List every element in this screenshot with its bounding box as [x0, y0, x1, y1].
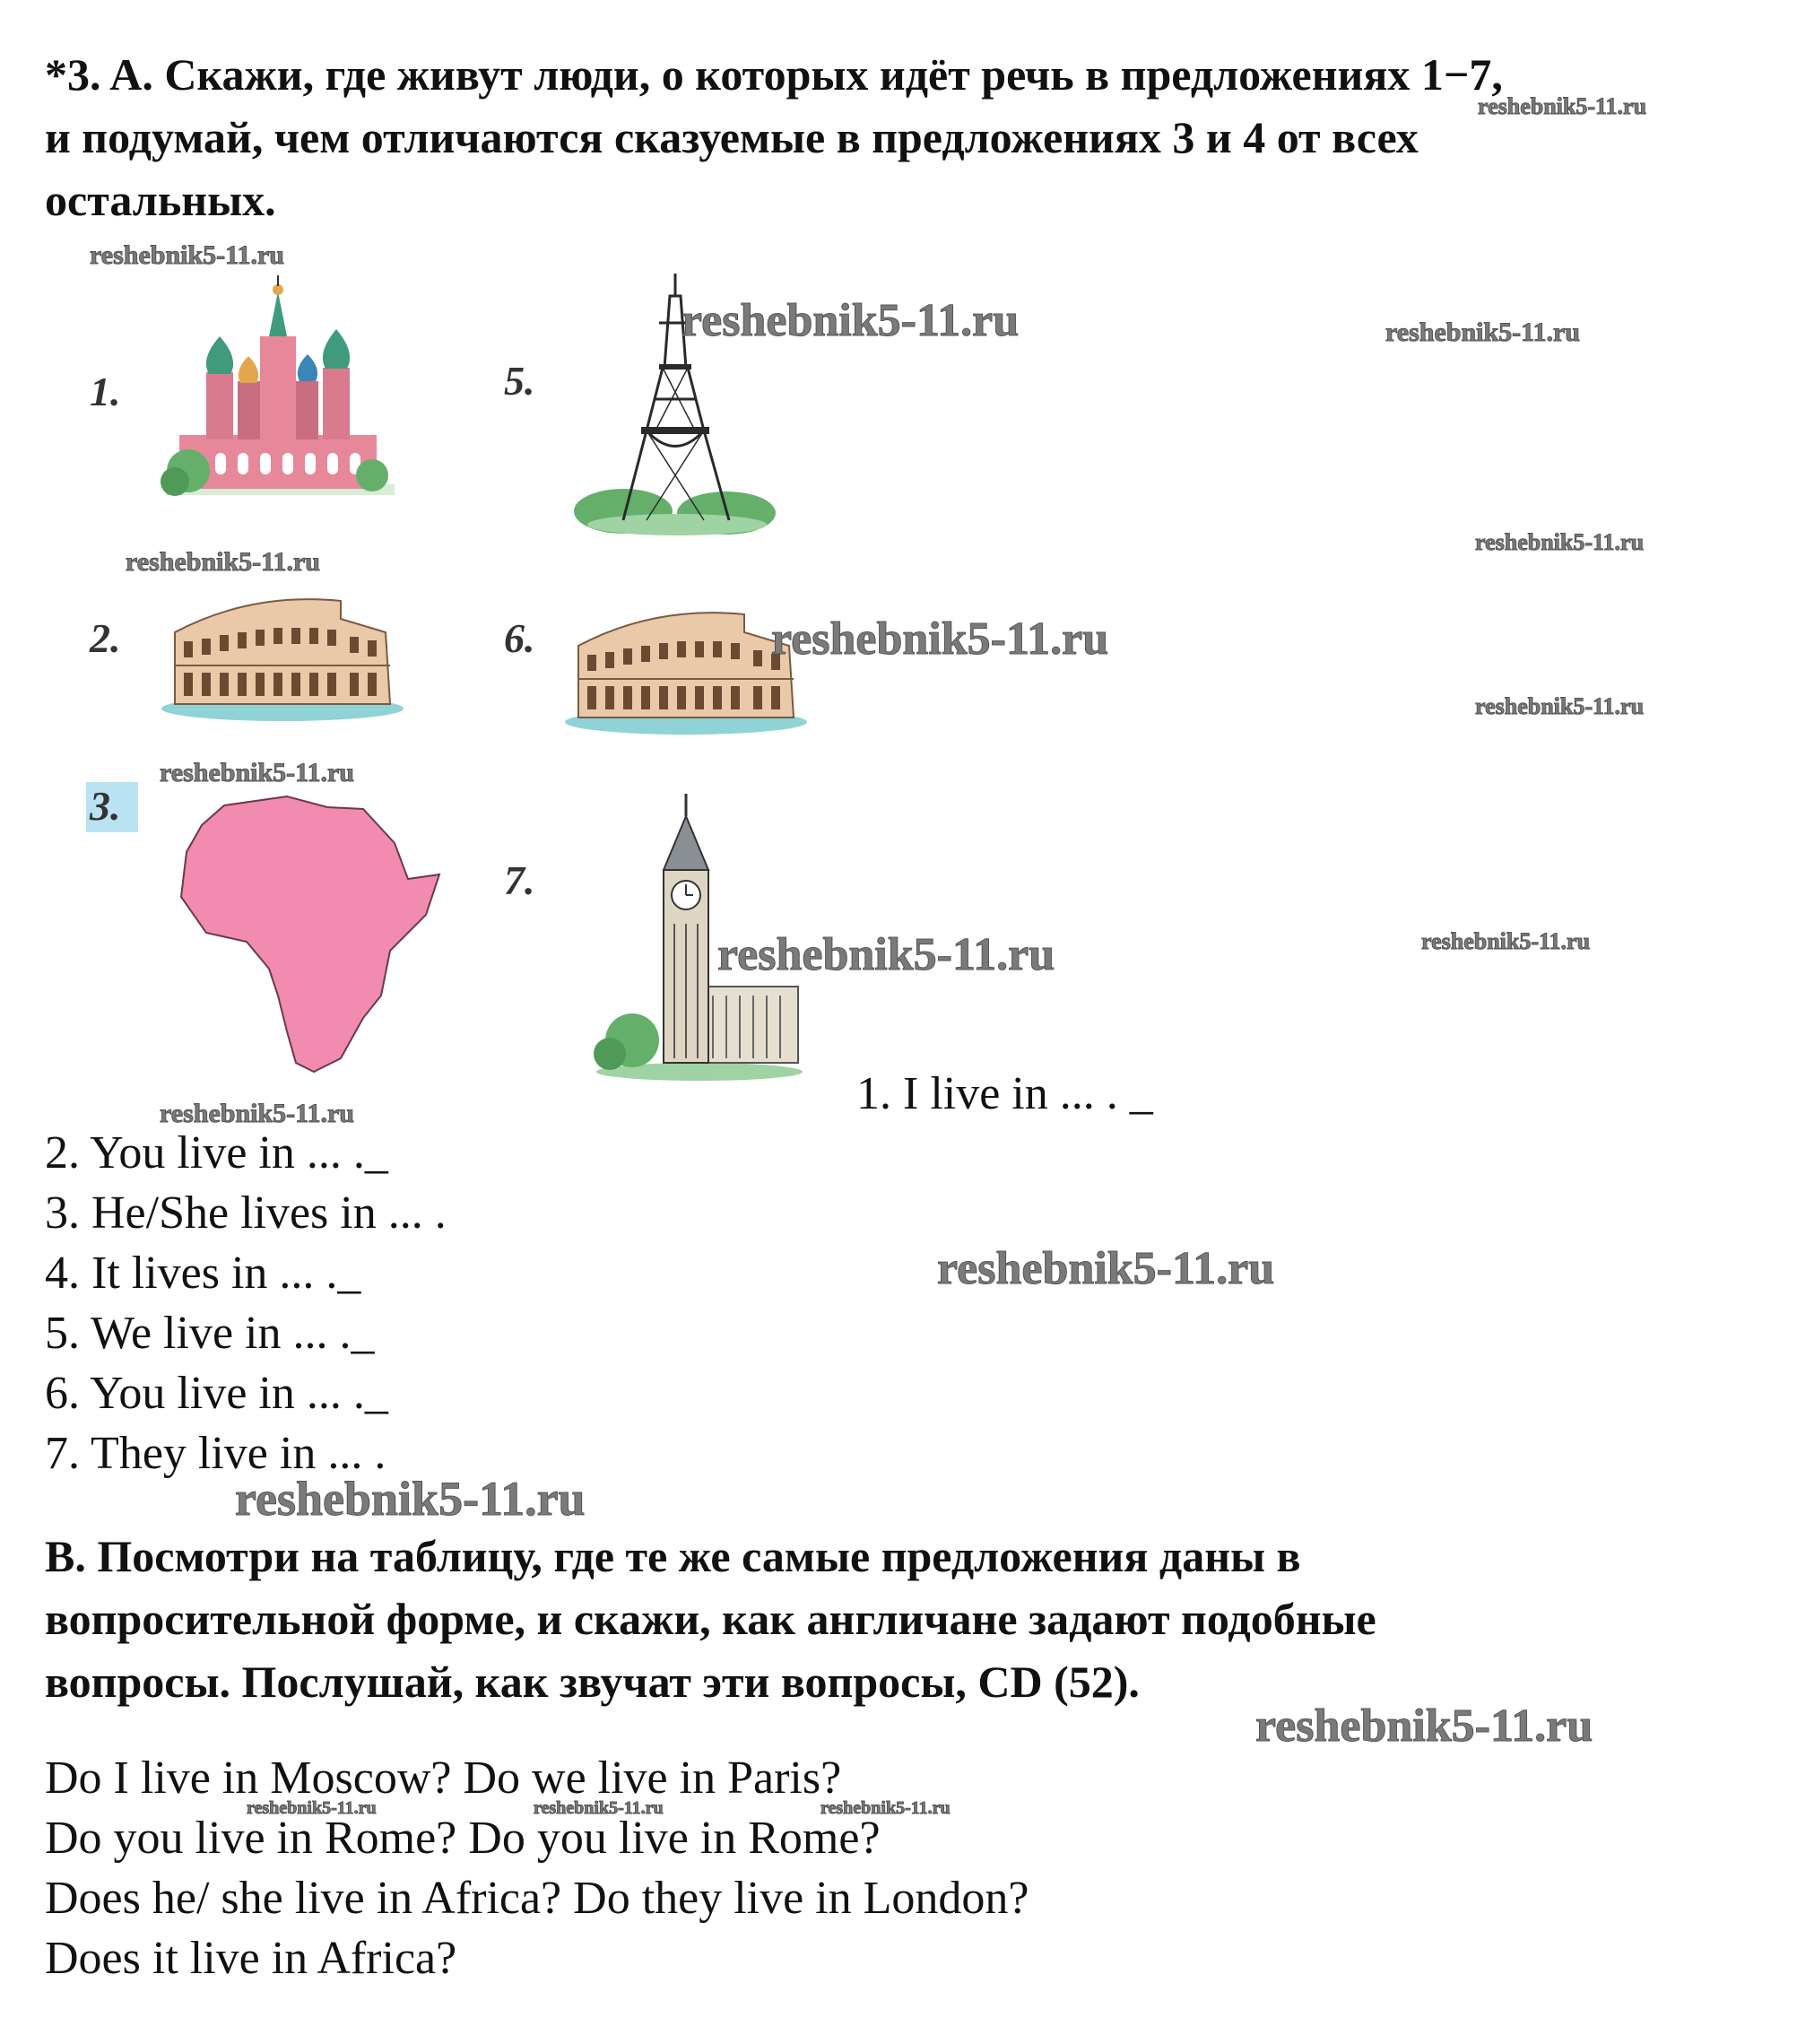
watermark: reshebnik5-11.ru [771, 613, 1109, 665]
question-line-2: Do you live in Rome? Do you live in Rome? [45, 1813, 881, 1864]
sentence-3: 3. He/She lives in ... . [45, 1187, 447, 1239]
sentence-6: 6. You live in ... ._ [45, 1368, 388, 1419]
picture-number-1: 1. [90, 369, 121, 414]
task-a-heading-line: остальных. [45, 175, 276, 225]
africa-map-icon [170, 789, 448, 1076]
watermark: reshebnik5-11.ru [1478, 93, 1647, 119]
task-a-heading-line: *3. A. Скажи, где живут люди, о которых идёт речь в предложениях 1−7, [45, 49, 1503, 100]
watermark: reshebnik5-11.ru [717, 929, 1055, 980]
watermark: reshebnik5-11.ru [160, 1099, 354, 1128]
picture-number-6: 6. [504, 615, 535, 661]
watermark: reshebnik5-11.ru [1385, 317, 1580, 347]
picture-number-2: 2. [90, 615, 121, 661]
watermark: reshebnik5-11.ru [534, 1798, 664, 1818]
picture-number-3: 3. [90, 783, 121, 829]
watermark: reshebnik5-11.ru [235, 1472, 586, 1526]
task-b-heading [45, 1525, 1775, 1713]
sentence-2: 2. You live in ... ._ [45, 1127, 388, 1179]
sentence-7: 7. They live in ... . [45, 1428, 386, 1479]
task-a-heading-line: и подумай, чем отличаются сказуемые в предложениях 3 и 4 от всех [45, 112, 1419, 162]
watermark: reshebnik5-11.ru [820, 1798, 951, 1818]
question-line-1: Do I live in Moscow? Do we live in Paris? [45, 1753, 842, 1804]
task-b-heading-line: B. Посмотри на таблицу, где те же самые предложения даны в [45, 1531, 1301, 1581]
watermark: reshebnik5-11.ru [937, 1243, 1275, 1294]
question-line-3: Does he/ she live in Africa? Do they live in London? [45, 1873, 1029, 1924]
task-b-heading-line: вопросительной форме, и скажи, как англичане задают подобные [45, 1594, 1376, 1644]
question-line-4: Does it live in Africa? [45, 1933, 457, 1984]
sentence-1: 1. I live in ... . _ [856, 1068, 1153, 1119]
sentence-4: 4. It lives in ... ._ [45, 1248, 361, 1299]
watermark: reshebnik5-11.ru [681, 295, 1020, 346]
watermark: reshebnik5-11.ru [1475, 529, 1645, 555]
watermark: reshebnik5-11.ru [1421, 928, 1591, 954]
watermark: reshebnik5-11.ru [126, 547, 320, 577]
colosseum-icon [161, 583, 404, 726]
sentence-5: 5. We live in ... ._ [45, 1308, 375, 1359]
watermark: reshebnik5-11.ru [160, 758, 354, 787]
watermark: reshebnik5-11.ru [1255, 1700, 1593, 1752]
picture-number-7: 7. [504, 857, 535, 903]
watermark: reshebnik5-11.ru [1475, 693, 1645, 719]
picture-number-5: 5. [504, 358, 535, 404]
task-b-heading-line: вопросы. Послушай, как звучат эти вопросы, CD (52). [45, 1657, 1140, 1707]
st-basil-cathedral-icon [157, 274, 399, 507]
watermark: reshebnik5-11.ru [90, 240, 284, 270]
watermark: reshebnik5-11.ru [247, 1798, 377, 1818]
task-a-heading [45, 43, 1775, 231]
